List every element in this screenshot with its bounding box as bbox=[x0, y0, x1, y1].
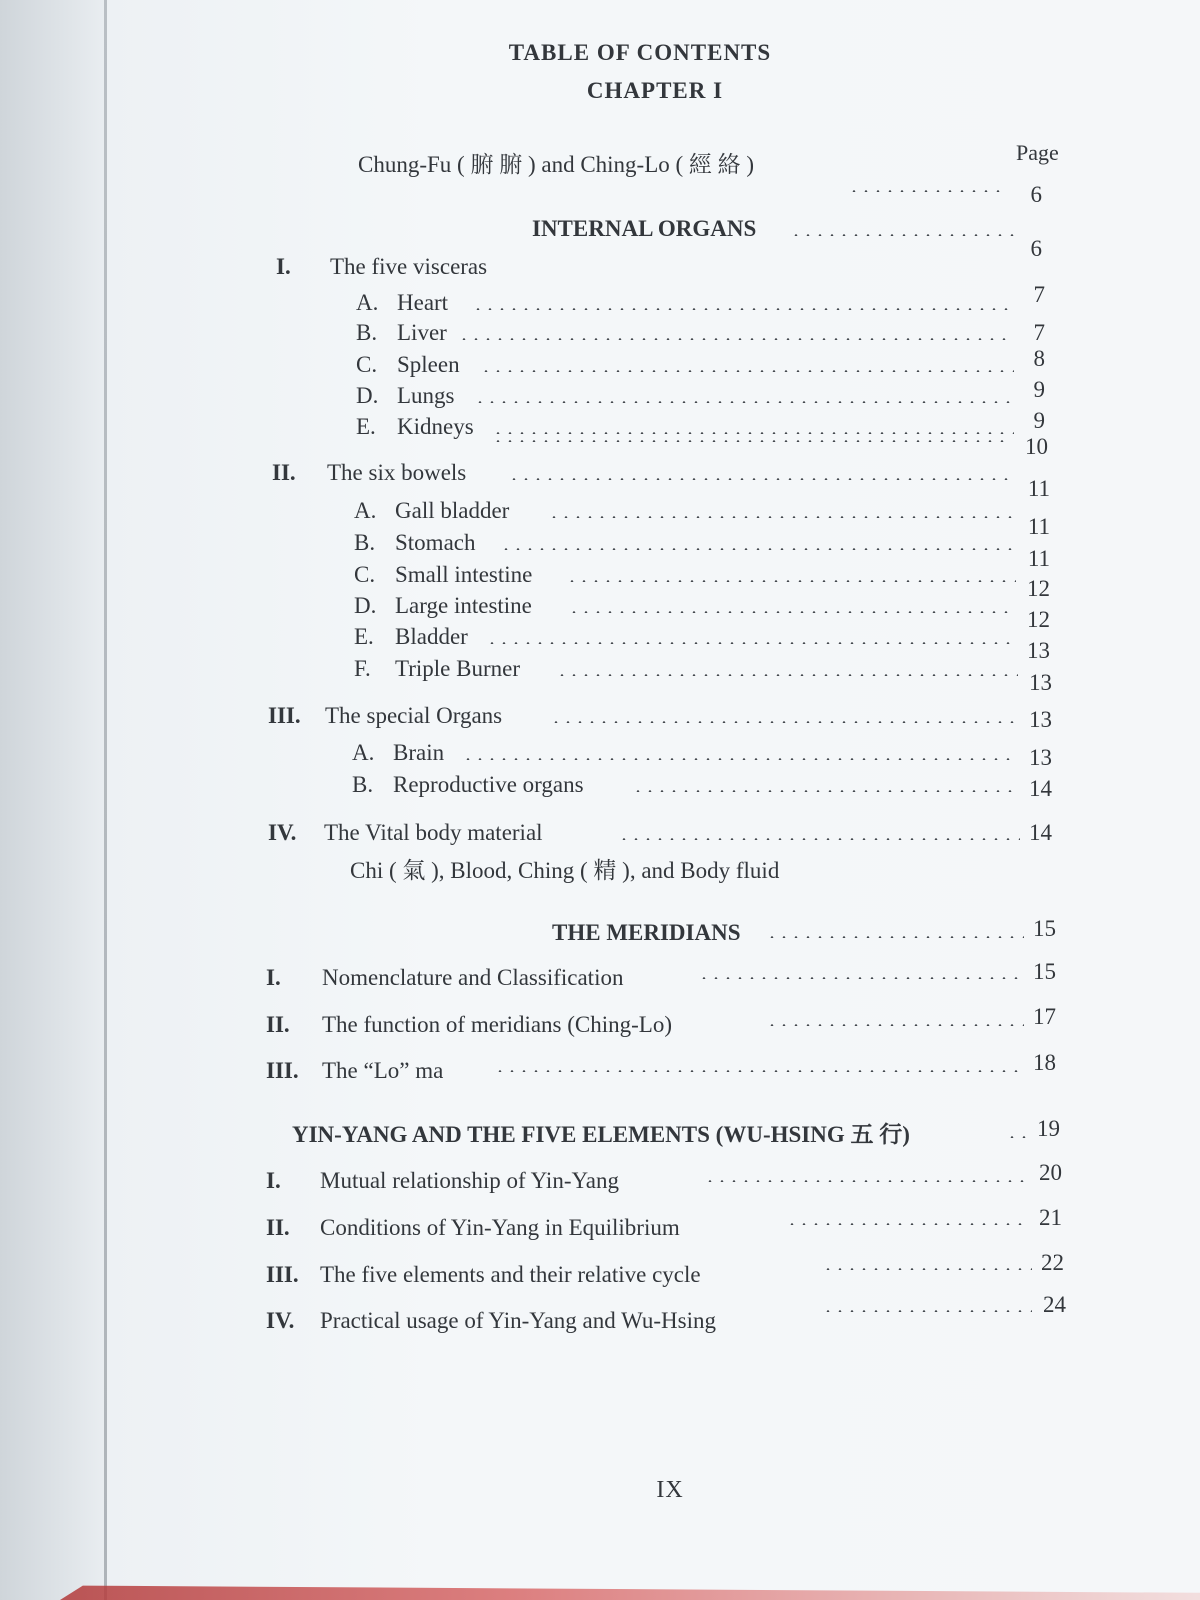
entry-text: Stomach bbox=[395, 530, 476, 555]
leader-dots bbox=[550, 721, 1018, 723]
entry-text: Brain bbox=[393, 740, 445, 765]
entry-numeral: II. bbox=[272, 460, 296, 485]
leader-dots bbox=[698, 977, 1024, 979]
section-page: 19 bbox=[1037, 1116, 1060, 1141]
entry-page: 11 bbox=[1027, 514, 1050, 539]
leader-dots bbox=[494, 1070, 1024, 1072]
entry-numeral: IV. bbox=[266, 1308, 295, 1333]
leader-dots bbox=[766, 1024, 1024, 1026]
page-column-header: Page bbox=[1016, 140, 1059, 165]
entry-page: 11 bbox=[1027, 546, 1050, 571]
entry-numeral: III. bbox=[268, 703, 301, 728]
entry-numeral: II. bbox=[266, 1012, 290, 1037]
toc-entry bbox=[0, 818, 1200, 848]
entry-text: Mutual relationship of Yin-Yang bbox=[320, 1168, 619, 1193]
section-meridians bbox=[0, 918, 1200, 948]
entry-numeral: I. bbox=[276, 254, 291, 279]
entry-text: The five visceras bbox=[330, 254, 488, 279]
entry-page: 22 bbox=[1041, 1250, 1064, 1275]
entry-letter: B. bbox=[356, 320, 378, 345]
leader-dots bbox=[822, 1310, 1032, 1312]
entry-page: 18 bbox=[1033, 1050, 1056, 1075]
entry-text: The “Lo” ma bbox=[322, 1058, 444, 1083]
leader-dots bbox=[568, 611, 1016, 613]
toc-subentry bbox=[0, 591, 1200, 632]
leader-dots bbox=[472, 308, 1012, 310]
toc-subentry bbox=[0, 528, 1200, 571]
entry-page: 15 bbox=[1033, 959, 1056, 984]
entry-page: 12 bbox=[1027, 607, 1050, 632]
entry-text: Practical usage of Yin-Yang and Wu-Hsing bbox=[320, 1308, 716, 1333]
entry-subtext: Chi ( 氣 ), Blood, Ching ( 精 ), and Body fluid bbox=[350, 858, 780, 883]
leader-dots bbox=[566, 580, 1016, 582]
entry-page: 11 bbox=[1027, 476, 1050, 501]
toc-subline bbox=[0, 856, 1200, 886]
leader-dots bbox=[766, 936, 1024, 938]
toc-entry bbox=[0, 1160, 1200, 1196]
leader-dots bbox=[458, 338, 1014, 340]
toc-entry bbox=[0, 1004, 1200, 1040]
leader-dots bbox=[462, 758, 1018, 760]
entry-numeral: III. bbox=[266, 1262, 299, 1287]
page-folio: IX bbox=[656, 1477, 684, 1503]
entry-text: Small intestine bbox=[395, 562, 533, 587]
entry-letter: E. bbox=[354, 624, 374, 649]
entry-page: 14 bbox=[1029, 776, 1052, 801]
entry-letter: D. bbox=[356, 383, 379, 408]
entry-letter: B. bbox=[354, 530, 376, 555]
toc-entry bbox=[0, 1250, 1200, 1290]
entry-page: 9 bbox=[1033, 408, 1045, 433]
toc-entry bbox=[0, 701, 1200, 731]
leader-dots bbox=[618, 838, 1020, 840]
entry-text: Liver bbox=[397, 320, 447, 345]
entry-letter: D. bbox=[354, 593, 377, 618]
entry-page: 17 bbox=[1033, 1004, 1056, 1029]
chapter-heading: CHAPTER I bbox=[586, 78, 724, 103]
toc-entry bbox=[0, 1205, 1200, 1243]
section-internal-organs bbox=[0, 214, 1200, 261]
entry-page: 12 bbox=[1027, 576, 1050, 601]
toc-entry bbox=[0, 252, 1200, 282]
entry-letter: A. bbox=[356, 290, 379, 315]
toc-intro-text: Chung-Fu ( 腑 腑 ) and Ching-Lo ( 經 絡 ) bbox=[358, 152, 755, 177]
entry-text: The Vital body material bbox=[324, 820, 543, 845]
entry-text: Triple Burner bbox=[395, 656, 521, 681]
entry-page: 9 bbox=[1033, 377, 1045, 402]
entry-text: Kidneys bbox=[397, 414, 474, 439]
toc-subentry bbox=[0, 770, 1200, 800]
entry-text: Bladder bbox=[395, 624, 468, 649]
toc-subentry bbox=[0, 282, 1200, 318]
entry-letter: F. bbox=[354, 656, 371, 681]
leader-dots bbox=[556, 674, 1018, 676]
entry-page: 24 bbox=[1043, 1292, 1066, 1317]
entry-letter: C. bbox=[356, 352, 378, 377]
entry-text: The special Organs bbox=[325, 703, 503, 728]
entry-text: Nomenclature and Classification bbox=[322, 965, 624, 990]
entry-page: 13 bbox=[1027, 638, 1050, 663]
toc-subentry bbox=[0, 622, 1200, 663]
section-yin-yang bbox=[0, 1116, 1200, 1150]
leader-dots bbox=[508, 478, 1008, 480]
entry-numeral: I. bbox=[266, 965, 281, 990]
entry-page: 14 bbox=[1029, 820, 1052, 845]
section-title: INTERNAL ORGANS bbox=[532, 216, 757, 241]
entry-numeral: III. bbox=[266, 1058, 299, 1083]
section-page: 15 bbox=[1033, 916, 1056, 941]
entry-page: 21 bbox=[1039, 1205, 1062, 1230]
leader-dots bbox=[500, 548, 1016, 550]
toc-entry bbox=[0, 458, 1200, 501]
entry-page: 8 bbox=[1033, 346, 1045, 371]
entry-letter: B. bbox=[352, 772, 374, 797]
toc-entry bbox=[0, 1050, 1200, 1086]
toc-subentry bbox=[0, 654, 1200, 695]
entry-text: The five elements and their relative cycle bbox=[320, 1262, 701, 1287]
entry-text: Reproductive organs bbox=[393, 772, 584, 797]
entry-letter: A. bbox=[354, 498, 377, 523]
leader-dots bbox=[632, 790, 1020, 792]
entry-page: 7 bbox=[1033, 320, 1045, 345]
entry-page: 7 bbox=[1033, 282, 1045, 307]
toc-subentry bbox=[0, 496, 1200, 539]
toc-entry bbox=[0, 959, 1200, 993]
entry-text: Gall bladder bbox=[395, 498, 510, 523]
entry-numeral: II. bbox=[266, 1215, 290, 1240]
entry-text: Spleen bbox=[397, 352, 460, 377]
entry-text: Conditions of Yin-Yang in Equilibrium bbox=[320, 1215, 680, 1240]
leader-dots bbox=[486, 642, 1016, 644]
entry-letter: C. bbox=[354, 562, 376, 587]
entry-letter: A. bbox=[352, 740, 375, 765]
toc-title: TABLE OF CONTENTS bbox=[508, 40, 772, 65]
leader-dots bbox=[480, 370, 1014, 372]
leader-dots bbox=[492, 440, 1012, 442]
leader-dots bbox=[704, 1180, 1030, 1182]
leader-dots bbox=[548, 516, 1016, 518]
entry-page: 10 bbox=[1025, 434, 1048, 459]
section-title: THE MERIDIANS bbox=[552, 920, 741, 945]
entry-numeral: I. bbox=[266, 1168, 281, 1193]
entry-text: The function of meridians (Ching-Lo) bbox=[322, 1012, 673, 1037]
entry-text: The six bowels bbox=[327, 460, 467, 485]
entry-letter: E. bbox=[356, 414, 376, 439]
toc-subentry bbox=[0, 560, 1200, 601]
toc-subentry bbox=[0, 738, 1200, 768]
entry-text: Heart bbox=[397, 290, 449, 315]
entry-page: 13 bbox=[1029, 745, 1052, 770]
leader-dots bbox=[822, 1268, 1032, 1270]
entry-page: 13 bbox=[1029, 670, 1052, 695]
section-title: YIN-YANG AND THE FIVE ELEMENTS (WU-HSING 五 行) bbox=[292, 1122, 910, 1147]
entry-page: 13 bbox=[1029, 707, 1052, 732]
toc-intro-row bbox=[0, 150, 1200, 207]
toc-intro-page: 6 bbox=[1030, 182, 1042, 207]
entry-text: Lungs bbox=[397, 383, 455, 408]
leader-dots bbox=[474, 401, 1014, 403]
entry-text: Large intestine bbox=[395, 593, 532, 618]
leader-dots bbox=[786, 1223, 1030, 1225]
toc-entry bbox=[0, 1292, 1200, 1336]
entry-numeral: IV. bbox=[268, 820, 297, 845]
section-page: 6 bbox=[1030, 236, 1042, 261]
entry-page: 20 bbox=[1039, 1160, 1062, 1185]
